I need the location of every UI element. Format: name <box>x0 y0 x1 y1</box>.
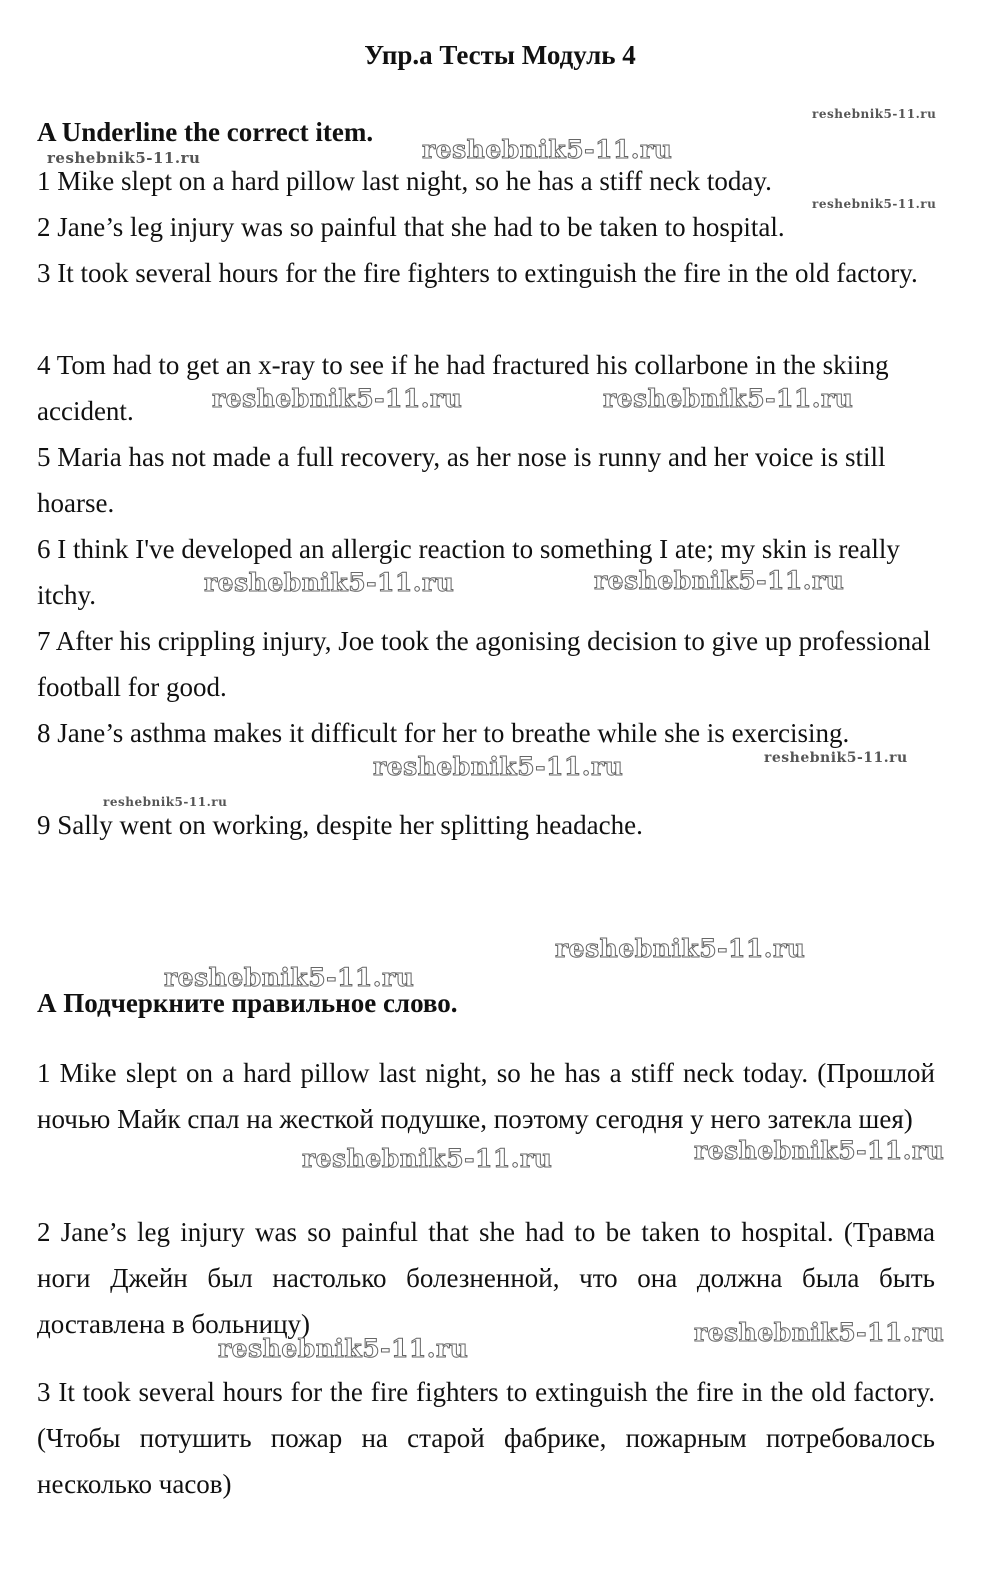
exercise-item-6: 6 I think I've developed an allergic reaction to something I ate; my skin is really itchy. <box>37 534 900 610</box>
watermark: reshebnik5-11.ru <box>373 752 624 781</box>
translation-item-1: 1 Mike slept on a hard pillow last night, so he has a stiff neck today. (Прошлой ночью Майк спал на жесткой подушке, поэтому сегодня у него затекла шея) <box>37 1058 935 1134</box>
exercise-item-4: 4 Tom had to get an x-ray to see if he had fractured his collarbone in the skiing accident. <box>37 350 889 426</box>
watermark: reshebnik5-11.ru <box>164 963 415 992</box>
watermark: reshebnik5-11.ru <box>694 1136 945 1165</box>
watermark: reshebnik5-11.ru <box>555 934 806 963</box>
watermark: reshebnik5-11.ru <box>603 384 854 413</box>
watermark: reshebnik5-11.ru <box>812 107 937 121</box>
watermark: reshebnik5-11.ru <box>103 795 228 809</box>
exercise-item-5: 5 Maria has not made a full recovery, as her nose is runny and her voice is still hoarse. <box>37 442 886 518</box>
section-heading-en: A Underline the correct item. <box>37 117 374 147</box>
watermark: reshebnik5-11.ru <box>47 149 201 167</box>
watermark: reshebnik5-11.ru <box>218 1334 469 1363</box>
page-title: Упр.а Тесты Модуль 4 <box>364 40 636 70</box>
watermark: reshebnik5-11.ru <box>812 197 937 211</box>
section-heading-ru: А Подчеркните правильное слово. <box>37 988 458 1018</box>
watermark: reshebnik5-11.ru <box>594 566 845 595</box>
exercise-item-3: 3 It took several hours for the fire fighters to extinguish the fire in the old factory. <box>37 258 918 288</box>
translation-item-3: 3 It took several hours for the fire fighters to extinguish the fire in the old factory. (Чтобы потушить пожар на старой фабрике, пожарным потребовалось несколько часов) <box>37 1377 935 1499</box>
watermark: reshebnik5-11.ru <box>694 1318 945 1347</box>
exercise-item-8: 8 Jane’s asthma makes it difficult for her to breathe while she is exercising. <box>37 718 850 748</box>
watermark: reshebnik5-11.ru <box>764 750 908 766</box>
watermark: reshebnik5-11.ru <box>422 135 673 164</box>
translation-item-2: 2 Jane’s leg injury was so painful that she had to be taken to hospital. (Травма ноги Джейн был настолько болезненной, что она должна была быть доставлена в больницу) <box>37 1217 935 1339</box>
exercise-item-7: 7 After his crippling injury, Joe took the agonising decision to give up professional football for good. <box>37 626 931 702</box>
exercise-item-9: 9 Sally went on working, despite her splitting headache. <box>37 810 643 840</box>
watermark: reshebnik5-11.ru <box>204 568 455 597</box>
watermark: reshebnik5-11.ru <box>212 384 463 413</box>
watermark: reshebnik5-11.ru <box>302 1144 553 1173</box>
exercise-item-2: 2 Jane’s leg injury was so painful that she had to be taken to hospital. <box>37 212 785 242</box>
exercise-item-1: 1 Mike slept on a hard pillow last night, so he has a stiff neck today. <box>37 166 772 196</box>
